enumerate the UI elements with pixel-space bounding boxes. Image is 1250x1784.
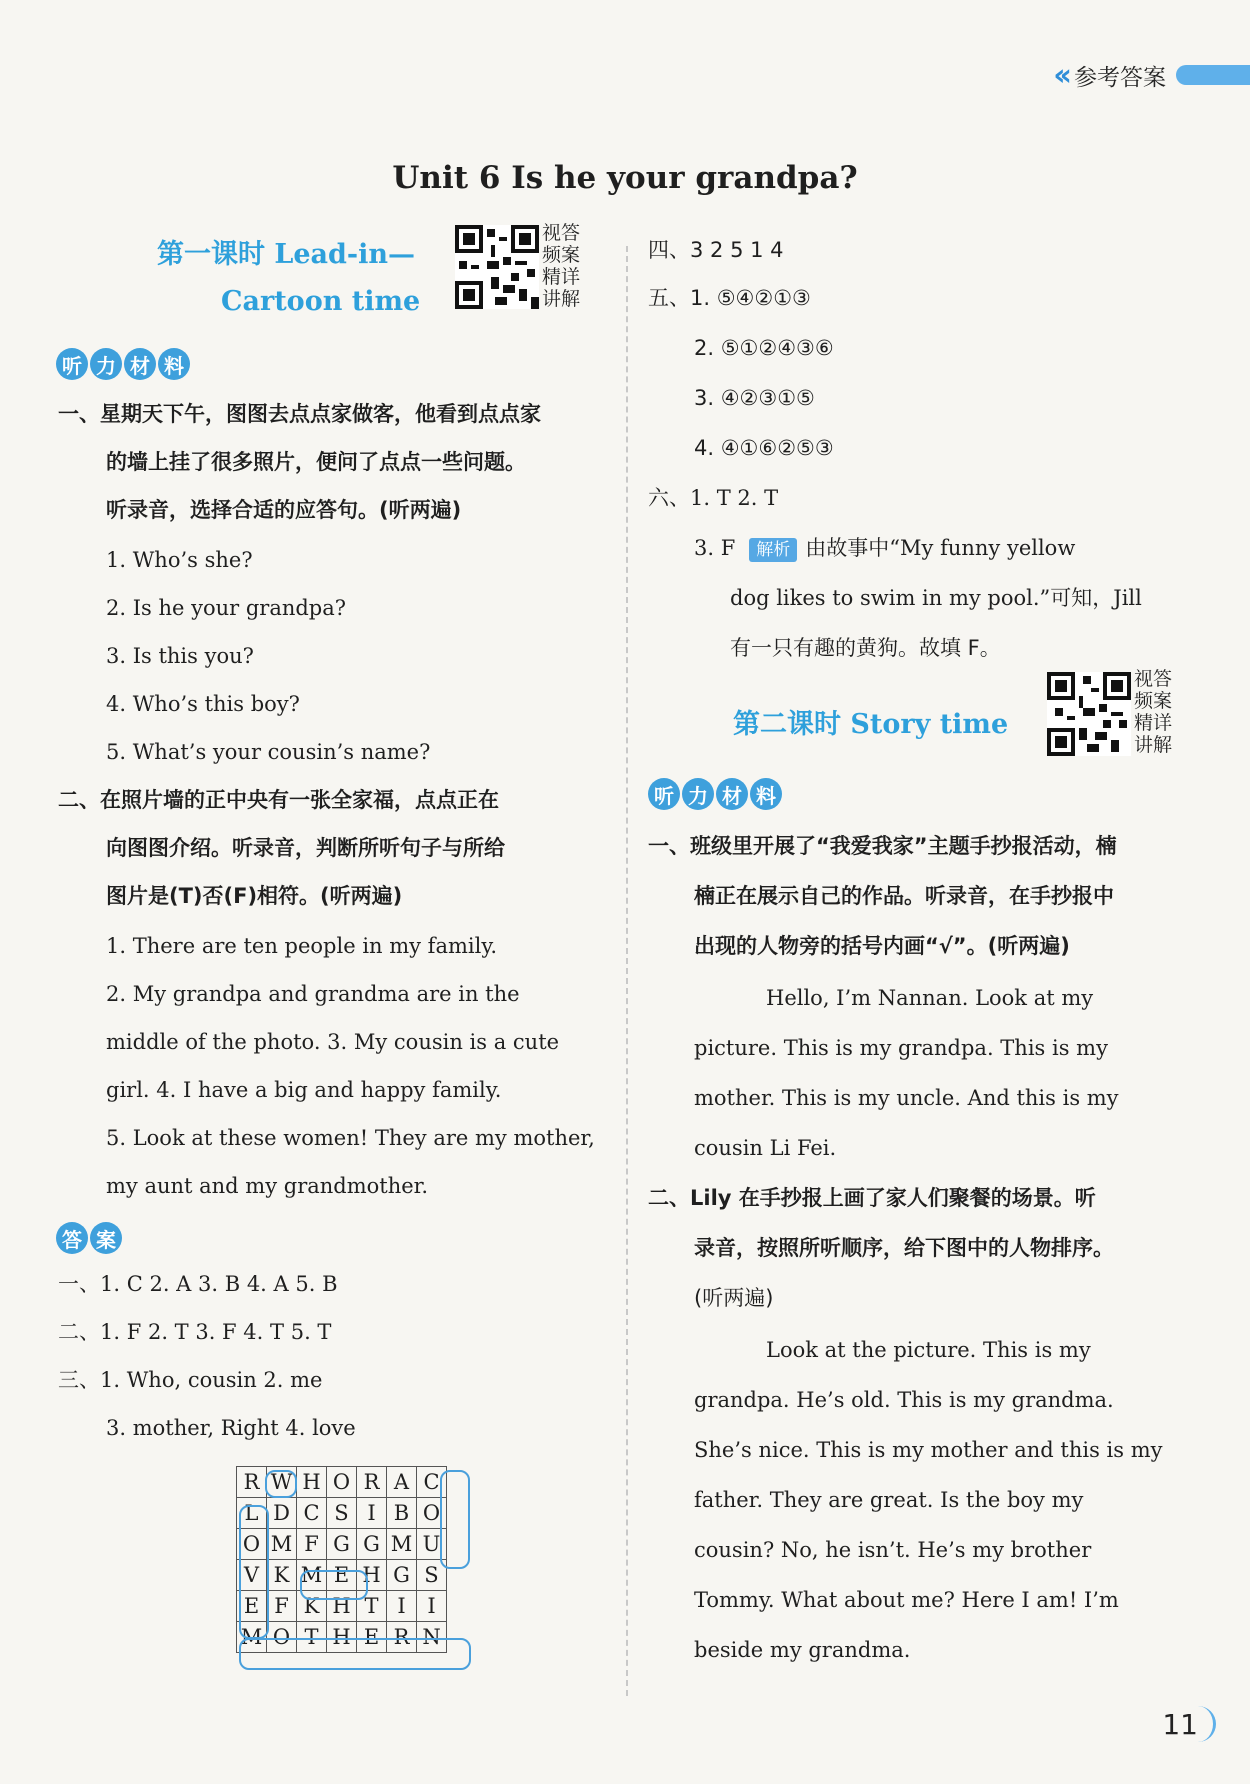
grid-cell: F [267, 1591, 297, 1622]
lesson1-title-line1: 第一课时 Lead-in— [157, 239, 416, 270]
l2-section2-intro-line2: 录音，按照所听顺序，给下图中的人物排序。 [694, 1236, 1114, 1260]
answer-5-4: 4. ④①⑥②⑤③ [694, 436, 834, 460]
l2-section2-text: beside my grandma. [694, 1638, 911, 1662]
section2-line: my aunt and my grandmother. [106, 1174, 429, 1198]
grid-cell: L [237, 1498, 267, 1529]
grid-cell: S [417, 1560, 447, 1591]
grid-cell: F [297, 1529, 327, 1560]
lesson2-title: 第二课时 Story time [733, 709, 1009, 740]
section2-line: middle of the photo. 3. My cousin is a cute [106, 1030, 560, 1054]
section1-item: 5. What’s your cousin’s name? [106, 740, 431, 764]
grid-cell: T [357, 1591, 387, 1622]
section2-line: 1. There are ten people in my family. [106, 934, 498, 958]
listening-material-badge: 听 力 材 料 [56, 348, 190, 380]
word-highlight [239, 1638, 471, 1670]
section1-intro-line1: 一、星期天下午，图图去点点家做客，他看到点点家 [58, 402, 541, 426]
grid-cell: I [417, 1591, 447, 1622]
section1-item: 1. Who’s she? [106, 548, 253, 572]
grid-cell: O [417, 1498, 447, 1529]
answers-line4: 3. mother, Right 4. love [106, 1416, 356, 1440]
answers-line3: 三、1. Who, cousin 2. me [58, 1368, 323, 1392]
l2-section1-text: Hello, I’m Nannan. Look at my [766, 986, 1094, 1010]
grid-cell: E [327, 1560, 357, 1591]
grid-cell: M [297, 1560, 327, 1591]
grid-cell: K [297, 1591, 327, 1622]
l2-section1-text: cousin Li Fei. [694, 1136, 837, 1160]
section2-intro-line3: 图片是(T)否(F)相符。(听两遍) [106, 884, 403, 908]
grid-cell: N [417, 1622, 447, 1653]
grid-cell: D [267, 1498, 297, 1529]
grid-cell: E [237, 1591, 267, 1622]
grid-cell: G [357, 1529, 387, 1560]
grid-cell: O [327, 1467, 357, 1498]
word-highlight [300, 1570, 368, 1600]
header-label: 参考答案 [1074, 64, 1166, 91]
grid-cell: C [297, 1498, 327, 1529]
qr-code-icon[interactable] [455, 225, 539, 309]
grid-cell: C [417, 1467, 447, 1498]
page-header [1053, 58, 1250, 92]
grid-cell: T [297, 1622, 327, 1653]
answer-4: 四、3 2 5 1 4 [648, 238, 784, 262]
answer-6-1: 六、1. T 2. T [648, 486, 779, 510]
l2-section2-text: She’s nice. This is my mother and this is my [694, 1438, 1163, 1462]
answer-5-1: 五、1. ⑤④②①③ [648, 286, 811, 310]
answers-badge: 答 案 [56, 1222, 122, 1254]
grid-cell: G [327, 1529, 357, 1560]
l2-section1-text: mother. This is my uncle. And this is my [694, 1086, 1119, 1110]
analysis-line2: dog likes to swim in my pool.”可知，Jill [730, 586, 1142, 610]
section1-item: 4. Who’s this boy? [106, 692, 300, 716]
l2-section2-intro-line1: 二、Lily 在手抄报上画了家人们聚餐的场景。听 [648, 1186, 1096, 1210]
section1-item: 3. Is this you? [106, 644, 254, 668]
page-number-arc [1191, 1706, 1216, 1742]
qr-code-icon[interactable] [1047, 672, 1131, 756]
qr-label: 视答 频案 精详 讲解 [1134, 668, 1173, 756]
analysis-line3: 有一只有趣的黄狗。故填 F。 [730, 636, 1001, 660]
grid-cell: W [267, 1467, 297, 1498]
grid-cell: M [237, 1622, 267, 1653]
double-chevron-left-icon: ‹‹ [1053, 57, 1066, 93]
analysis-tag: 解析 [749, 538, 797, 562]
answers-line2: 二、1. F 2. T 3. F 4. T 5. T [58, 1320, 332, 1344]
l2-section1-intro-line2: 楠正在展示自己的作品。听录音，在手抄报中 [694, 884, 1114, 908]
answer-5-2: 2. ⑤①②④③⑥ [694, 336, 834, 360]
section1-intro-line3: 听录音，选择合适的应答句。(听两遍) [106, 498, 462, 522]
section1-item: 2. Is he your grandpa? [106, 596, 347, 620]
section2-intro-line2: 向图图介绍。听录音，判断所听句子与所给 [106, 836, 505, 860]
grid-cell: I [387, 1591, 417, 1622]
grid-cell: U [417, 1529, 447, 1560]
answers-line1: 一、1. C 2. A 3. B 4. A 5. B [58, 1272, 338, 1296]
l2-section2-text: father. They are great. Is the boy my [694, 1488, 1084, 1512]
l2-section2-text: Look at the picture. This is my [766, 1338, 1091, 1362]
section1-intro-line2: 的墙上挂了很多照片，便问了点点一些问题。 [106, 450, 526, 474]
section2-line: 2. My grandpa and grandma are in the [106, 982, 520, 1006]
l2-section1-text: picture. This is my grandpa. This is my [694, 1036, 1108, 1060]
grid-cell: K [267, 1560, 297, 1591]
section2-line: girl. 4. I have a big and happy family. [106, 1078, 502, 1102]
grid-cell: M [387, 1529, 417, 1560]
grid-cell: R [357, 1467, 387, 1498]
grid-cell: R [237, 1467, 267, 1498]
grid-cell: O [267, 1622, 297, 1653]
section2-intro-line1: 二、在照片墙的正中央有一张全家福，点点正在 [58, 788, 499, 812]
grid-cell: G [387, 1560, 417, 1591]
unit-title: Unit 6 Is he your grandpa? [392, 160, 858, 196]
word-highlight [440, 1470, 470, 1569]
word-highlight [265, 1470, 297, 1498]
header-accent-bar [1176, 65, 1250, 85]
grid-cell: O [237, 1529, 267, 1560]
grid-cell: H [327, 1622, 357, 1653]
grid-cell: R [387, 1622, 417, 1653]
grid-cell: S [327, 1498, 357, 1529]
word-highlight [239, 1505, 269, 1639]
grid-cell: M [267, 1529, 297, 1560]
lesson1-title-line2: Cartoon time [221, 286, 421, 317]
l2-section2-text: cousin? No, he isn’t. He’s my brother [694, 1538, 1092, 1562]
l2-section1-intro-line3: 出现的人物旁的括号内画“√”。(听两遍) [694, 934, 1070, 958]
grid-cell: H [357, 1560, 387, 1591]
listening-material-badge: 听 力 材 料 [648, 778, 782, 810]
grid-cell: A [387, 1467, 417, 1498]
column-divider [626, 246, 628, 1696]
page-number: 11 [1162, 1708, 1198, 1741]
grid-cell: H [327, 1591, 357, 1622]
grid-cell: E [357, 1622, 387, 1653]
l2-section2-text: grandpa. He’s old. This is my grandma. [694, 1388, 1114, 1412]
grid-cell: V [237, 1560, 267, 1591]
grid-cell: H [297, 1467, 327, 1498]
answer-6-3: 3. F 解析 由故事中“My funny yellow [694, 536, 1076, 560]
l2-section2-intro-line3: (听两遍) [694, 1286, 774, 1310]
l2-section2-text: Tommy. What about me? Here I am! I’m [694, 1588, 1119, 1612]
section2-line: 5. Look at these women! They are my mother, [106, 1126, 595, 1150]
qr-label: 视答 频案 精详 讲解 [542, 222, 581, 310]
grid-cell: I [357, 1498, 387, 1529]
l2-section1-intro-line1: 一、班级里开展了“我爱我家”主题手抄报活动，楠 [648, 834, 1117, 858]
answer-5-3: 3. ④②③①⑤ [694, 386, 815, 410]
grid-cell: B [387, 1498, 417, 1529]
